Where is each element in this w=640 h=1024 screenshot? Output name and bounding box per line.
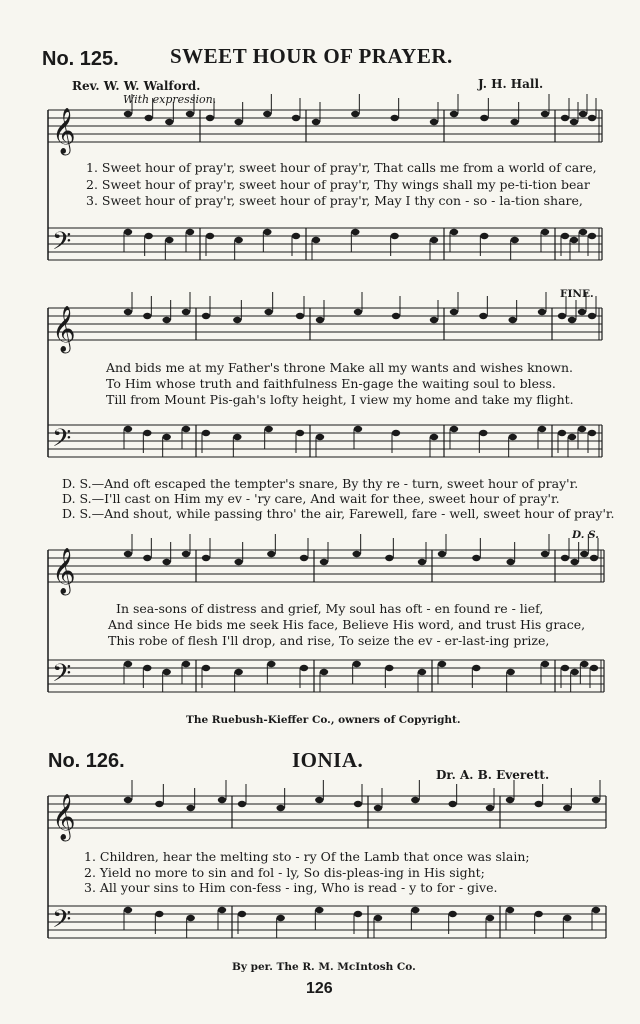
bass-note bbox=[541, 661, 549, 667]
treble-note bbox=[206, 115, 214, 121]
bass-note bbox=[438, 661, 446, 667]
bass-note bbox=[390, 233, 398, 239]
bass-note bbox=[124, 661, 132, 667]
bass-note bbox=[124, 426, 132, 432]
treble-note bbox=[233, 317, 241, 323]
bass-note bbox=[578, 426, 586, 432]
bass-note bbox=[218, 907, 226, 913]
treble-note bbox=[124, 111, 132, 117]
treble-note bbox=[352, 551, 360, 557]
hymn-126-permission: By per. The R. M. McIntosh Co. bbox=[232, 961, 416, 973]
fine-marker: FINE. bbox=[560, 288, 594, 300]
hymn126-verse1: 1. Children, hear the melting sto - ry Of the Lamb that once was slain; bbox=[84, 849, 530, 864]
hymn-126-number: No. 126. bbox=[48, 750, 125, 772]
treble-note bbox=[292, 115, 300, 121]
page-number: 126 bbox=[306, 980, 333, 997]
treble-note bbox=[385, 555, 393, 561]
bass-note bbox=[354, 426, 362, 432]
treble-note bbox=[374, 805, 382, 811]
treble-note bbox=[162, 559, 170, 565]
hymn-125-composer: J. H. Hall. bbox=[478, 77, 544, 91]
treble-note bbox=[312, 119, 320, 125]
treble-note bbox=[218, 797, 226, 803]
bass-note bbox=[385, 665, 393, 671]
treble-note bbox=[300, 555, 308, 561]
bass-note bbox=[430, 237, 438, 243]
bass-note bbox=[448, 911, 456, 917]
bass-note bbox=[234, 237, 242, 243]
bass-note bbox=[374, 915, 382, 921]
bass-note bbox=[234, 669, 242, 675]
treble-note bbox=[506, 559, 514, 565]
bass-note bbox=[510, 237, 518, 243]
treble-note bbox=[316, 317, 324, 323]
bass-note bbox=[182, 661, 190, 667]
treble-note bbox=[579, 111, 587, 117]
bass-note bbox=[267, 661, 275, 667]
bass-note bbox=[592, 907, 600, 913]
hymn-125-lyricist: Rev. W. W. Walford. bbox=[72, 79, 201, 93]
bass-note bbox=[186, 229, 194, 235]
treble-note bbox=[578, 309, 586, 315]
hymn-125-expression: With expression. bbox=[123, 93, 217, 106]
hymn-126-composer: Dr. A. B. Everett. bbox=[436, 768, 550, 782]
treble-note bbox=[351, 111, 359, 117]
bass-note bbox=[296, 430, 304, 436]
bass-note bbox=[486, 915, 494, 921]
treble-note bbox=[202, 313, 210, 319]
treble-note bbox=[124, 797, 132, 803]
bass-note bbox=[276, 915, 284, 921]
treble-note bbox=[592, 797, 600, 803]
bass-note bbox=[580, 661, 588, 667]
treble-note bbox=[534, 801, 542, 807]
treble-note bbox=[588, 115, 596, 121]
hymn-125-copyright: The Ruebush-Kieffer Co., owners of Copyright. bbox=[186, 714, 461, 726]
bass-note bbox=[479, 430, 487, 436]
bass-clef-icon: 𝄢 bbox=[52, 905, 72, 940]
treble-note bbox=[315, 797, 323, 803]
treble-note bbox=[202, 555, 210, 561]
bass-note bbox=[263, 229, 271, 235]
treble-note bbox=[155, 801, 163, 807]
bass-note bbox=[143, 430, 151, 436]
bass-note bbox=[472, 665, 480, 671]
treble-note bbox=[479, 313, 487, 319]
bass-note bbox=[144, 233, 152, 239]
bass-note bbox=[162, 669, 170, 675]
treble-note bbox=[486, 805, 494, 811]
treble-note bbox=[430, 317, 438, 323]
bass-note bbox=[450, 229, 458, 235]
system3-verse2: And since He bids me seek His face, Believe His word, and trust His grace, bbox=[108, 617, 586, 632]
treble-note bbox=[450, 111, 458, 117]
ds-marker: D. S. bbox=[572, 529, 599, 541]
bass-note bbox=[561, 233, 569, 239]
bass-note bbox=[202, 430, 210, 436]
bass-note bbox=[320, 669, 328, 675]
treble-note bbox=[580, 551, 588, 557]
treble-note bbox=[354, 801, 362, 807]
bass-note bbox=[563, 915, 571, 921]
treble-note bbox=[392, 313, 400, 319]
treble-note bbox=[143, 555, 151, 561]
bass-note bbox=[202, 665, 210, 671]
ds-line-3: D. S.—And shout, while passing thro' the air, Farewell, fare - well, sweet hour of pray'r. bbox=[62, 506, 615, 521]
treble-note bbox=[506, 797, 514, 803]
bass-note bbox=[165, 237, 173, 243]
bass-note bbox=[238, 911, 246, 917]
treble-note bbox=[182, 551, 190, 557]
bass-note bbox=[124, 907, 132, 913]
bass-note bbox=[351, 229, 359, 235]
bass-note bbox=[561, 665, 569, 671]
bass-clef-icon: 𝄢 bbox=[52, 227, 72, 262]
bass-note bbox=[186, 915, 194, 921]
bass-clef-icon: 𝄢 bbox=[52, 659, 72, 694]
system3-verse3: This robe of flesh I'll drop, and rise, To seize the ev - er-last-ing prize, bbox=[108, 633, 550, 648]
treble-note bbox=[124, 551, 132, 557]
bass-note bbox=[541, 229, 549, 235]
treble-clef-icon: 𝄞 bbox=[52, 794, 76, 840]
bass-note bbox=[570, 669, 578, 675]
bass-note bbox=[411, 907, 419, 913]
treble-note bbox=[590, 555, 598, 561]
treble-note bbox=[182, 309, 190, 315]
bass-note bbox=[264, 426, 272, 432]
treble-note bbox=[162, 317, 170, 323]
treble-note bbox=[538, 309, 546, 315]
bass-note bbox=[143, 665, 151, 671]
ds-line-2: D. S.—I'll cast on Him my ev - 'ry care, And wait for thee, sweet hour of pray'r. bbox=[62, 491, 560, 506]
treble-note bbox=[264, 309, 272, 315]
treble-note bbox=[448, 801, 456, 807]
treble-note bbox=[570, 119, 578, 125]
bass-note bbox=[558, 430, 566, 436]
bass-note bbox=[392, 430, 400, 436]
bass-note bbox=[124, 229, 132, 235]
system1-verse1: 1. Sweet hour of pray'r, sweet hour of pray'r, That calls me from a world of care, bbox=[86, 160, 597, 175]
treble-note bbox=[438, 551, 446, 557]
treble-note bbox=[541, 551, 549, 557]
bass-note bbox=[579, 229, 587, 235]
treble-note bbox=[267, 551, 275, 557]
bass-note bbox=[316, 434, 324, 440]
bass-note bbox=[312, 237, 320, 243]
hymn-126-title: IONIA. bbox=[292, 748, 364, 772]
treble-note bbox=[430, 119, 438, 125]
treble-note bbox=[234, 559, 242, 565]
bass-clef-icon: 𝄢 bbox=[52, 424, 72, 459]
bass-note bbox=[588, 233, 596, 239]
treble-note bbox=[276, 805, 284, 811]
treble-note bbox=[320, 559, 328, 565]
system1-verse3: 3. Sweet hour of pray'r, sweet hour of pray'r, May I thy con - so - la-tion share, bbox=[86, 193, 583, 208]
bass-note bbox=[352, 661, 360, 667]
treble-note bbox=[508, 317, 516, 323]
treble-note bbox=[263, 111, 271, 117]
bass-note bbox=[206, 233, 214, 239]
bass-note bbox=[588, 430, 596, 436]
ds-line-1: D. S.—And oft escaped the tempter's snare, By thy re - turn, sweet hour of pray'r. bbox=[62, 476, 579, 491]
hymn-125-title: SWEET HOUR OF PRAYER. bbox=[170, 44, 453, 68]
bass-note bbox=[538, 426, 546, 432]
bass-note bbox=[534, 911, 542, 917]
treble-note bbox=[510, 119, 518, 125]
bass-note bbox=[506, 907, 514, 913]
treble-note bbox=[411, 797, 419, 803]
hymn126-verse2: 2. Yield no more to sin and fol - ly, So dis-pleas-ing in His sight; bbox=[84, 865, 485, 880]
bass-note bbox=[590, 665, 598, 671]
treble-note bbox=[144, 115, 152, 121]
bass-note bbox=[508, 434, 516, 440]
bass-note bbox=[506, 669, 514, 675]
bass-note bbox=[315, 907, 323, 913]
treble-note bbox=[186, 111, 194, 117]
treble-note bbox=[124, 309, 132, 315]
bass-note bbox=[182, 426, 190, 432]
system2-verse1: And bids me at my Father's throne Make all my wants and wishes known. bbox=[106, 360, 573, 375]
treble-note bbox=[165, 119, 173, 125]
treble-note bbox=[143, 313, 151, 319]
treble-note bbox=[563, 805, 571, 811]
treble-note bbox=[450, 309, 458, 315]
treble-note bbox=[561, 115, 569, 121]
bass-note bbox=[450, 426, 458, 432]
bass-note bbox=[354, 911, 362, 917]
bass-note bbox=[570, 237, 578, 243]
bass-note bbox=[155, 911, 163, 917]
treble-note bbox=[238, 801, 246, 807]
bass-note bbox=[292, 233, 300, 239]
bass-note bbox=[480, 233, 488, 239]
system2-verse2: To Him whose truth and faithfulness En-gage the waiting soul to bless. bbox=[106, 376, 556, 391]
treble-note bbox=[480, 115, 488, 121]
treble-clef-icon: 𝄞 bbox=[52, 108, 76, 154]
treble-note bbox=[186, 805, 194, 811]
bass-note bbox=[418, 669, 426, 675]
hymn-125-number: No. 125. bbox=[42, 48, 119, 70]
treble-clef-icon: 𝄞 bbox=[52, 548, 76, 594]
treble-clef-icon: 𝄞 bbox=[52, 306, 76, 352]
treble-note bbox=[296, 313, 304, 319]
bass-note bbox=[568, 434, 576, 440]
system3-verse1: In sea-sons of distress and grief, My soul has oft - en found re - lief, bbox=[116, 601, 544, 616]
bass-note bbox=[162, 434, 170, 440]
treble-note bbox=[541, 111, 549, 117]
treble-note bbox=[561, 555, 569, 561]
treble-note bbox=[570, 559, 578, 565]
bass-note bbox=[430, 434, 438, 440]
treble-note bbox=[568, 317, 576, 323]
treble-note bbox=[588, 313, 596, 319]
system1-verse2: 2. Sweet hour of pray'r, sweet hour of pray'r, Thy wings shall my pe-ti-tion bear bbox=[86, 177, 590, 192]
hymn126-verse3: 3. All your sins to Him con-fess - ing, Who is read - y to for - give. bbox=[84, 880, 498, 895]
system2-verse3: Till from Mount Pis-gah's lofty height, I view my home and take my flight. bbox=[106, 392, 574, 407]
treble-note bbox=[472, 555, 480, 561]
bass-note bbox=[233, 434, 241, 440]
treble-note bbox=[234, 119, 242, 125]
treble-note bbox=[390, 115, 398, 121]
treble-note bbox=[558, 313, 566, 319]
bass-note bbox=[300, 665, 308, 671]
treble-note bbox=[418, 559, 426, 565]
treble-note bbox=[354, 309, 362, 315]
